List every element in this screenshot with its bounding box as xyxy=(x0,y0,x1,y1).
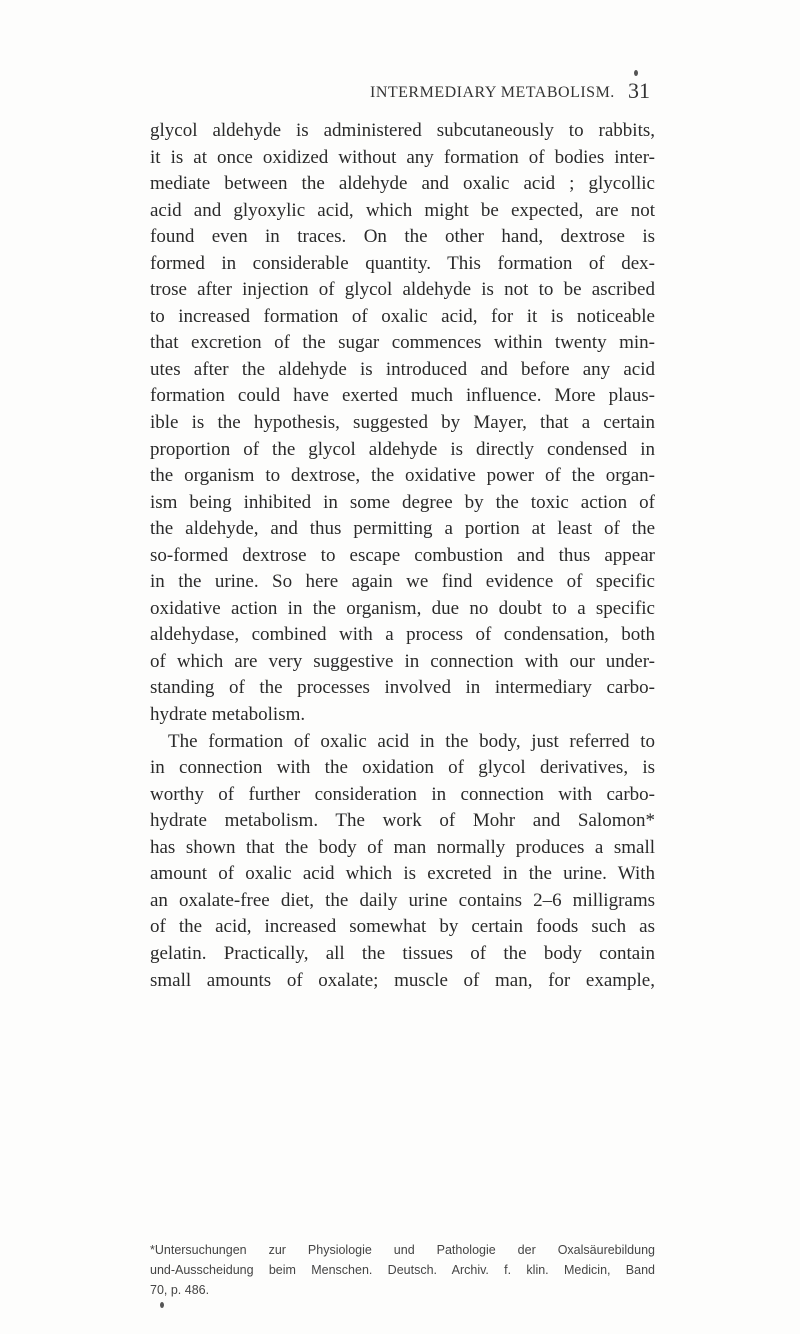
text-line: utes after the aldehyde is introduced and before any acid xyxy=(150,358,655,380)
page-number: 31 xyxy=(628,78,650,103)
text-line: of which are very suggestive in connection with our under- xyxy=(150,650,655,672)
text-line: aldehydase, combined with a process of condensation, both xyxy=(150,624,655,646)
text-line: amount of oxalic acid which is excreted in the urine. With xyxy=(150,863,655,885)
text-line: small amounts of oxalate; muscle of man, for example, xyxy=(150,969,655,991)
text-line: trose after injection of glycol aldehyde is not to be ascribed xyxy=(150,279,655,301)
text-line: gelatin. Practically, all the tissues of the body contain xyxy=(150,942,655,964)
text-line: ism being inhibited in some degree by the toxic action of xyxy=(150,491,655,513)
footnote-line: *Untersuchungen zur Physiologie und Pathologie der Oxalsäurebildung xyxy=(150,1243,655,1257)
text-line: that excretion of the sugar commences within twenty min- xyxy=(150,332,655,354)
print-speck xyxy=(160,1302,164,1308)
text-line: mediate between the aldehyde and oxalic acid ; glycollic xyxy=(150,173,655,195)
print-speck xyxy=(634,70,638,76)
text-line: standing of the processes involved in intermediary carbo- xyxy=(150,677,655,699)
text-line: oxidative action in the organism, due no doubt to a specific xyxy=(150,597,655,619)
text-line: glycol aldehyde is administered subcutaneously to rabbits, xyxy=(150,120,655,141)
text-line: found even in traces. On the other hand, dextrose is xyxy=(150,226,655,248)
text-line: in the urine. So here again we find evidence of specific xyxy=(150,571,655,593)
text-line: has shown that the body of man normally produces a small xyxy=(150,836,655,858)
footnote xyxy=(150,1240,655,1300)
footnote-line: und-Ausscheidung beim Menschen. Deutsch. Archiv. f. klin. Medicin, Band xyxy=(150,1263,655,1277)
text-line: it is at once oxidized without any formation of bodies inter- xyxy=(150,146,655,168)
text-line: formed in considerable quantity. This formation of dex- xyxy=(150,252,655,274)
text-line: to increased formation of oxalic acid, for it is noticeable xyxy=(150,305,655,327)
text-line: ible is the hypothesis, suggested by Mayer, that a certain xyxy=(150,412,655,434)
text-line: in connection with the oxidation of glycol derivatives, is xyxy=(150,757,655,779)
text-line: proportion of the glycol aldehyde is directly condensed in xyxy=(150,438,655,460)
text-line: hydrate metabolism. xyxy=(150,704,306,726)
text-line: acid and glyoxylic acid, which might be expected, are not xyxy=(150,199,655,221)
text-line: formation could have exerted much influence. More plaus- xyxy=(150,385,655,407)
running-title: INTERMEDIARY METABOLISM. xyxy=(370,84,615,101)
text-line: worthy of further consideration in connection with carbo- xyxy=(150,783,655,805)
body-text xyxy=(150,118,655,994)
text-line: of the acid, increased somewhat by certain foods such as xyxy=(150,916,655,938)
text-line-paragraph-start: The formation of oxalic acid in the body, just referred to xyxy=(168,730,655,752)
text-line: hydrate metabolism. The work of Mohr and Salomon* xyxy=(150,810,655,832)
text-line: an oxalate-free diet, the daily urine contains 2–6 milligrams xyxy=(150,889,655,911)
footnote-line: 70, p. 486. xyxy=(150,1283,210,1297)
text-line: so-formed dextrose to escape combustion and thus appear xyxy=(150,544,655,566)
text-line: the aldehyde, and thus permitting a portion at least of the xyxy=(150,518,655,540)
text-line: the organism to dextrose, the oxidative power of the organ- xyxy=(150,465,655,487)
